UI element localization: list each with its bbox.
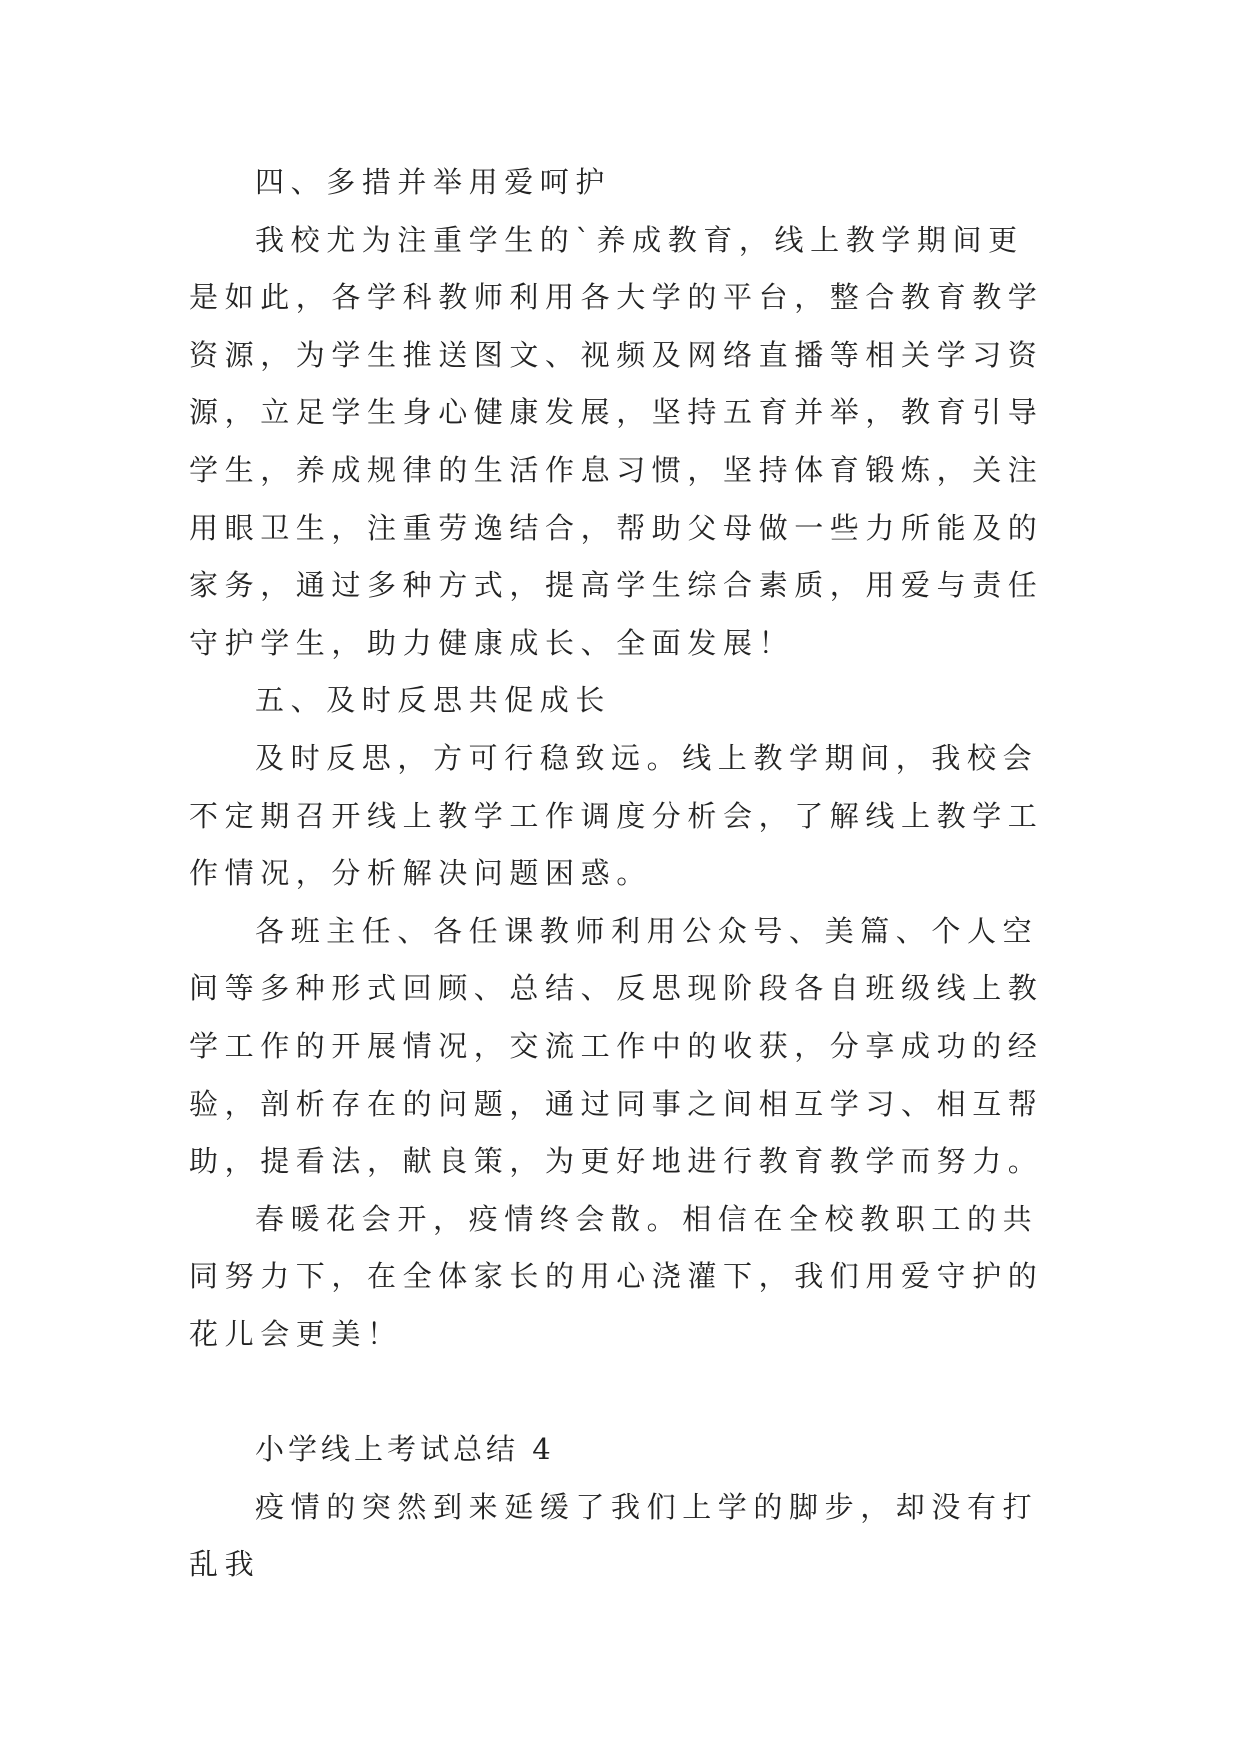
paragraph-next-intro: 疫情的突然到来延缓了我们上学的脚步，却没有打乱我 [189,1489,1039,1582]
paragraph-teacher-review: 各班主任、各任课教师利用公众号、美篇、个人空间等多种形式回顾、总结、反思现阶段各自班级线上教学工作的开展情况，交流工作中的收获，分享成功的经验，剖析存在的问题，通过同事之间相互学习、相互帮助，提看法，献良策，为更好地进行教育教学而努力。 [189,913,1044,1179]
paragraph-closing: 春暖花会开，疫情终会散。相信在全校教职工的共同努力下，在全体家长的用心浇灌下，我们用爱守护的花儿会更美！ [189,1201,1044,1351]
paragraph-reflection: 及时反思，方可行稳致远。线上教学期间，我校会不定期召开线上教学工作调度分析会，了解线上教学工作情况，分析解决问题困惑。 [189,740,1044,891]
section-heading-five: 五、及时反思共促成长 [255,683,612,718]
paragraph-nurture-care: 我校尤为注重学生的`养成教育，线上教学期间更是如此，各学科教师利用各大学的平台，整合教育教学资源，为学生推送图文、视频及网络直播等相关学习资源，立足学生身心健康发展，坚持五育并举，教育引导学生，养成规律的生活作息习惯，坚持体育锻炼，关注用眼卫生，注重劳逸结合，帮助父母做一些力所能及的家务，通过多种方式，提高学生综合素质，用爱与责任守护学生，助力健康成长、全面发展！ [189,222,1044,660]
document-body [189,154,1059,1594]
article-title: 小学线上考试总结 4 [255,1432,555,1467]
section-heading-four: 四、多措并举用爱呵护 [255,165,612,199]
